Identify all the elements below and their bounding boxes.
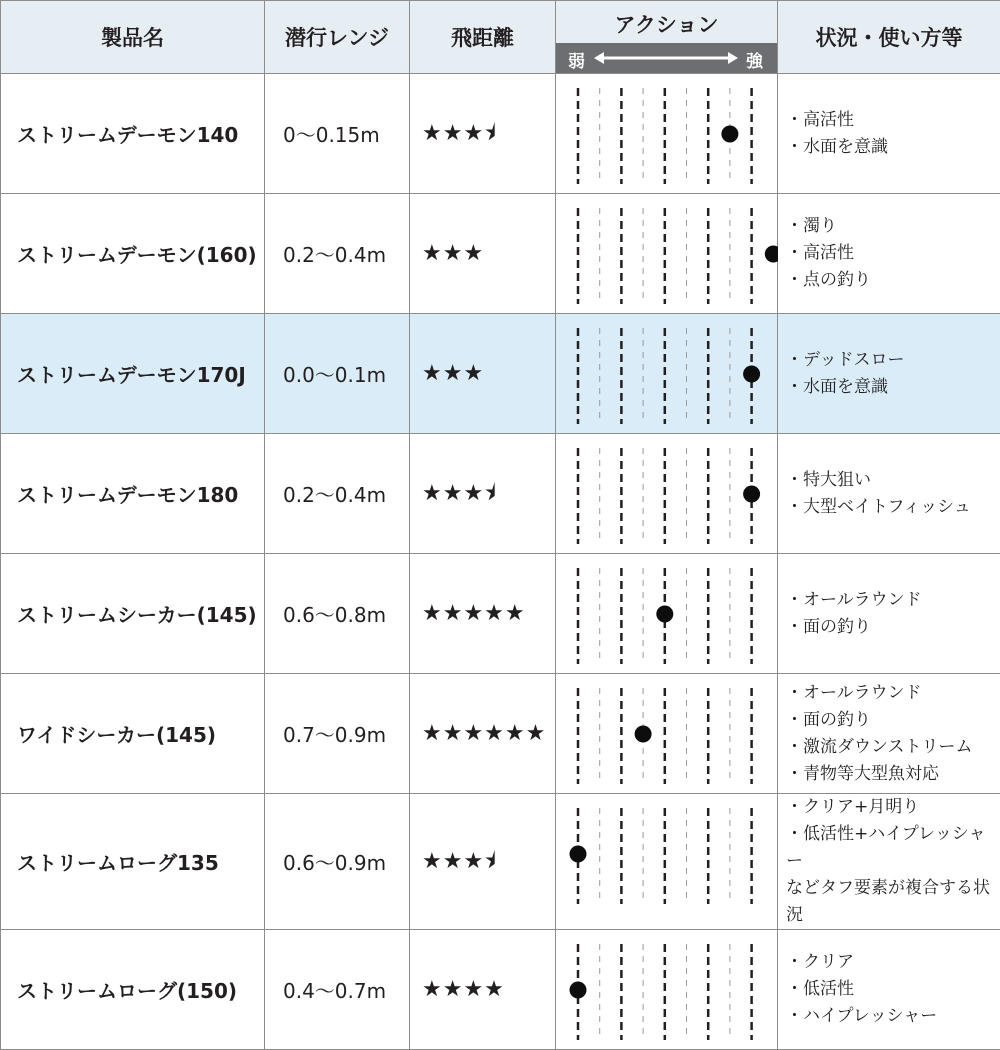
usage-notes — [778, 314, 1000, 434]
action-level-marker — [765, 246, 778, 263]
usage-note-item: ・特大狙い — [786, 467, 1000, 494]
table-row — [1, 434, 1000, 554]
action-scale-graphic — [556, 930, 778, 1050]
table-row — [1, 794, 1000, 930]
usage-note-item: ・水面を意識 — [786, 134, 1000, 161]
swim-range: 0〜0.15m — [265, 74, 410, 194]
action-level-marker — [743, 486, 760, 503]
action-scale-graphic — [556, 194, 778, 314]
action-strength-cell — [556, 74, 778, 194]
casting-distance-rating — [410, 194, 556, 314]
product-name: ストリームデーモン(160) — [1, 194, 265, 314]
usage-note-item: ・高活性 — [786, 107, 1000, 134]
table-row — [1, 74, 1000, 194]
distance-half-star-icon: ⯨ — [484, 121, 497, 146]
distance-stars: ★★★ — [422, 121, 484, 146]
usage-note-item: ・クリア+月明り — [786, 794, 1000, 821]
product-name: ストリームローグ135 — [1, 794, 265, 930]
usage-notes — [778, 930, 1000, 1050]
action-strong-label: 強 — [746, 47, 763, 72]
action-scale-graphic — [556, 314, 778, 434]
table-row — [1, 674, 1000, 794]
distance-stars: ★★★ — [422, 241, 484, 266]
product-name: ストリームローグ(150) — [1, 930, 265, 1050]
usage-note-item: ・点の釣り — [786, 267, 1000, 294]
usage-note-item: ・面の釣り — [786, 614, 1000, 641]
usage-notes — [778, 794, 1000, 930]
product-name: ストリームデーモン170J — [1, 314, 265, 434]
swim-range: 0.6〜0.9m — [265, 794, 410, 930]
casting-distance-rating — [410, 554, 556, 674]
usage-notes — [778, 674, 1000, 794]
usage-note-item: などタフ要素が複合する状況 — [786, 875, 1000, 929]
action-level-marker — [743, 366, 760, 383]
action-scale-bar — [556, 43, 777, 73]
usage-notes — [778, 74, 1000, 194]
usage-note-item: ・大型ベイトフィッシュ — [786, 494, 1000, 521]
swim-range: 0.4〜0.7m — [265, 930, 410, 1050]
swim-range: 0.0〜0.1m — [265, 314, 410, 434]
distance-stars: ★★★ — [422, 849, 484, 874]
usage-note-item: ・濁り — [786, 213, 1000, 240]
action-strength-cell — [556, 930, 778, 1050]
action-strength-cell — [556, 434, 778, 554]
swim-range: 0.2〜0.4m — [265, 194, 410, 314]
usage-notes — [778, 554, 1000, 674]
usage-note-item: ・オールラウンド — [786, 680, 1000, 707]
header-product-name: 製品名 — [1, 1, 265, 74]
usage-note-item: ・激流ダウンストリーム — [786, 734, 1000, 761]
distance-half-star-icon: ⯨ — [484, 849, 497, 874]
action-scale-graphic — [556, 554, 778, 674]
action-scale-graphic — [556, 434, 778, 554]
table-row — [1, 194, 1000, 314]
action-weak-label: 弱 — [568, 47, 585, 72]
distance-stars: ★★★★★ — [422, 601, 526, 626]
usage-note-item: ・面の釣り — [786, 707, 1000, 734]
action-level-marker — [721, 126, 738, 143]
distance-stars: ★★★★★★ — [422, 721, 546, 746]
usage-note-item: ・ハイプレッシャー — [786, 1003, 1000, 1030]
casting-distance-rating — [410, 930, 556, 1050]
action-strength-cell — [556, 794, 778, 930]
casting-distance-rating — [410, 434, 556, 554]
casting-distance-rating — [410, 314, 556, 434]
table-row — [1, 930, 1000, 1050]
action-scale-graphic — [556, 794, 778, 914]
usage-note-item: ・高活性 — [786, 240, 1000, 267]
double-arrow-icon — [594, 50, 738, 66]
usage-note-item: ・低活性+ハイプレッシャー — [786, 821, 1000, 875]
table-row — [1, 314, 1000, 434]
casting-distance-rating — [410, 74, 556, 194]
casting-distance-rating — [410, 674, 556, 794]
action-strength-cell — [556, 314, 778, 434]
distance-stars: ★★★★ — [422, 977, 505, 1002]
casting-distance-rating — [410, 794, 556, 930]
action-strength-cell — [556, 194, 778, 314]
table-row — [1, 554, 1000, 674]
action-level-marker — [656, 606, 673, 623]
usage-note-item: ・オールラウンド — [786, 587, 1000, 614]
header-swim-range: 潜行レンジ — [265, 1, 410, 74]
usage-note-item: ・低活性 — [786, 976, 1000, 1003]
header-action — [556, 1, 778, 74]
usage-note-item: ・水面を意識 — [786, 374, 1000, 401]
usage-notes — [778, 434, 1000, 554]
product-name: ストリームシーカー(145) — [1, 554, 265, 674]
usage-note-item: ・青物等大型魚対応 — [786, 761, 1000, 788]
distance-stars: ★★★ — [422, 361, 484, 386]
action-level-marker — [570, 982, 587, 999]
header-casting-distance: 飛距離 — [410, 1, 556, 74]
action-title: アクション — [556, 9, 777, 39]
action-strength-cell — [556, 674, 778, 794]
header-notes: 状況・使い方等 — [778, 1, 1000, 74]
header-row — [1, 1, 1000, 74]
distance-stars: ★★★ — [422, 481, 484, 506]
product-name: ストリームデーモン140 — [1, 74, 265, 194]
action-scale-graphic — [556, 74, 778, 194]
product-name: ワイドシーカー(145) — [1, 674, 265, 794]
action-level-marker — [635, 726, 652, 743]
action-level-marker — [570, 846, 587, 863]
swim-range: 0.6〜0.8m — [265, 554, 410, 674]
product-name: ストリームデーモン180 — [1, 434, 265, 554]
usage-note-item: ・デッドスロー — [786, 347, 1000, 374]
swim-range: 0.2〜0.4m — [265, 434, 410, 554]
swim-range: 0.7〜0.9m — [265, 674, 410, 794]
usage-note-item: ・クリア — [786, 949, 1000, 976]
action-scale-graphic — [556, 674, 778, 794]
usage-notes — [778, 194, 1000, 314]
action-strength-cell — [556, 554, 778, 674]
distance-half-star-icon: ⯨ — [484, 481, 497, 506]
